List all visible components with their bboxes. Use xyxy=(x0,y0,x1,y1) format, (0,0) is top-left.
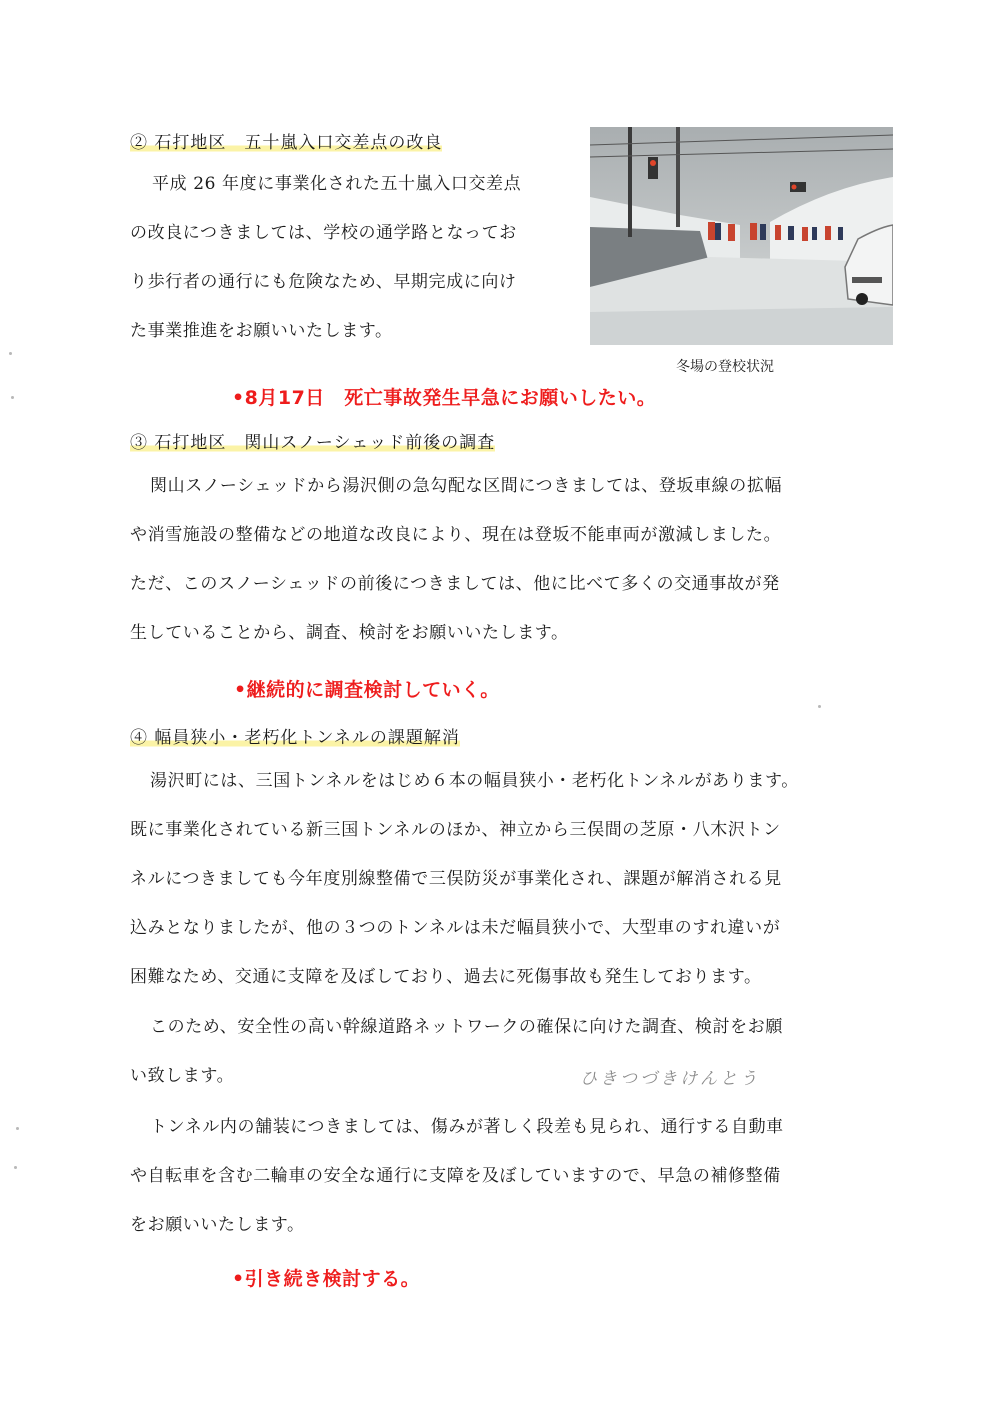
scan-speck xyxy=(16,1127,19,1130)
photo-caption: 冬場の登校状況 xyxy=(676,359,774,375)
scan-speck xyxy=(11,396,14,399)
scan-speck xyxy=(14,1166,17,1169)
section2-paragraph: 平成 26 年度に事業化された五十嵐入口交差点 の改良につきましては、学校の通学路となってお り歩行者の通行にも危険なため、早期完成に向け た事業推進をお願いいたします。 xyxy=(130,174,522,341)
section4-paragraph-2: このため、安全性の高い幹線道路ネットワークの確保に向けた調査、検討をお願 い致します。 xyxy=(130,1017,783,1086)
photo-illustration xyxy=(590,127,893,345)
section4-response: •引き続き検討する。 xyxy=(232,1268,421,1290)
section4-paragraph-3: トンネル内の舗装につきましては、傷みが著しく段差も見られ、通行する自動車 や自転車を含む二輪車の安全な通行に支障を及ぼしていますので、早急の補修整備 をお願いいたします。 xyxy=(130,1117,784,1235)
scan-speck xyxy=(818,705,821,708)
section3-paragraph: 関山スノーシェッドから湯沢側の急勾配な区間につきましては、登坂車線の拡幅 や消雪施設の整備などの地道な改良により、現在は登坂不能車両が激減しました。 ただ、このスノーシェッドの前後につきましては、他に比べて多くの交通事故が発 生していることから、調査、検討をお願いいたします。 xyxy=(130,476,783,643)
section4-heading: ④ 幅員狭小・老朽化トンネルの課題解消 xyxy=(130,728,460,748)
section2-heading: ② 石打地区 五十嵐入口交差点の改良 xyxy=(130,133,443,153)
handwritten-note: ひきつづきけんとう xyxy=(580,1069,760,1089)
section3-response: •継続的に調査検討していく。 xyxy=(234,679,500,701)
section3-heading: ③ 石打地区 関山スノーシェッド前後の調査 xyxy=(130,433,496,453)
scan-speck xyxy=(9,352,12,355)
winter-commute-photo xyxy=(590,127,893,345)
section2-response: •8月17日 死亡事故発生早急にお願いしたい。 xyxy=(232,387,657,409)
section4-paragraph: 湯沢町には、三国トンネルをはじめ６本の幅員狭小・老朽化トンネルがあります。 既に事業化されている新三国トンネルのほか、神立から三俣間の芝原・八木沢トン ネルにつきましても今年度別線整備で三俣防災が事業化され、課題が解消される見 込みとなりましたが、他の３つのトンネルは未だ幅員狭小で、大型車のすれ違いが 困難なため、交通に支障を及ぼしており、過去に死傷事故も発生しております。 xyxy=(130,771,799,987)
